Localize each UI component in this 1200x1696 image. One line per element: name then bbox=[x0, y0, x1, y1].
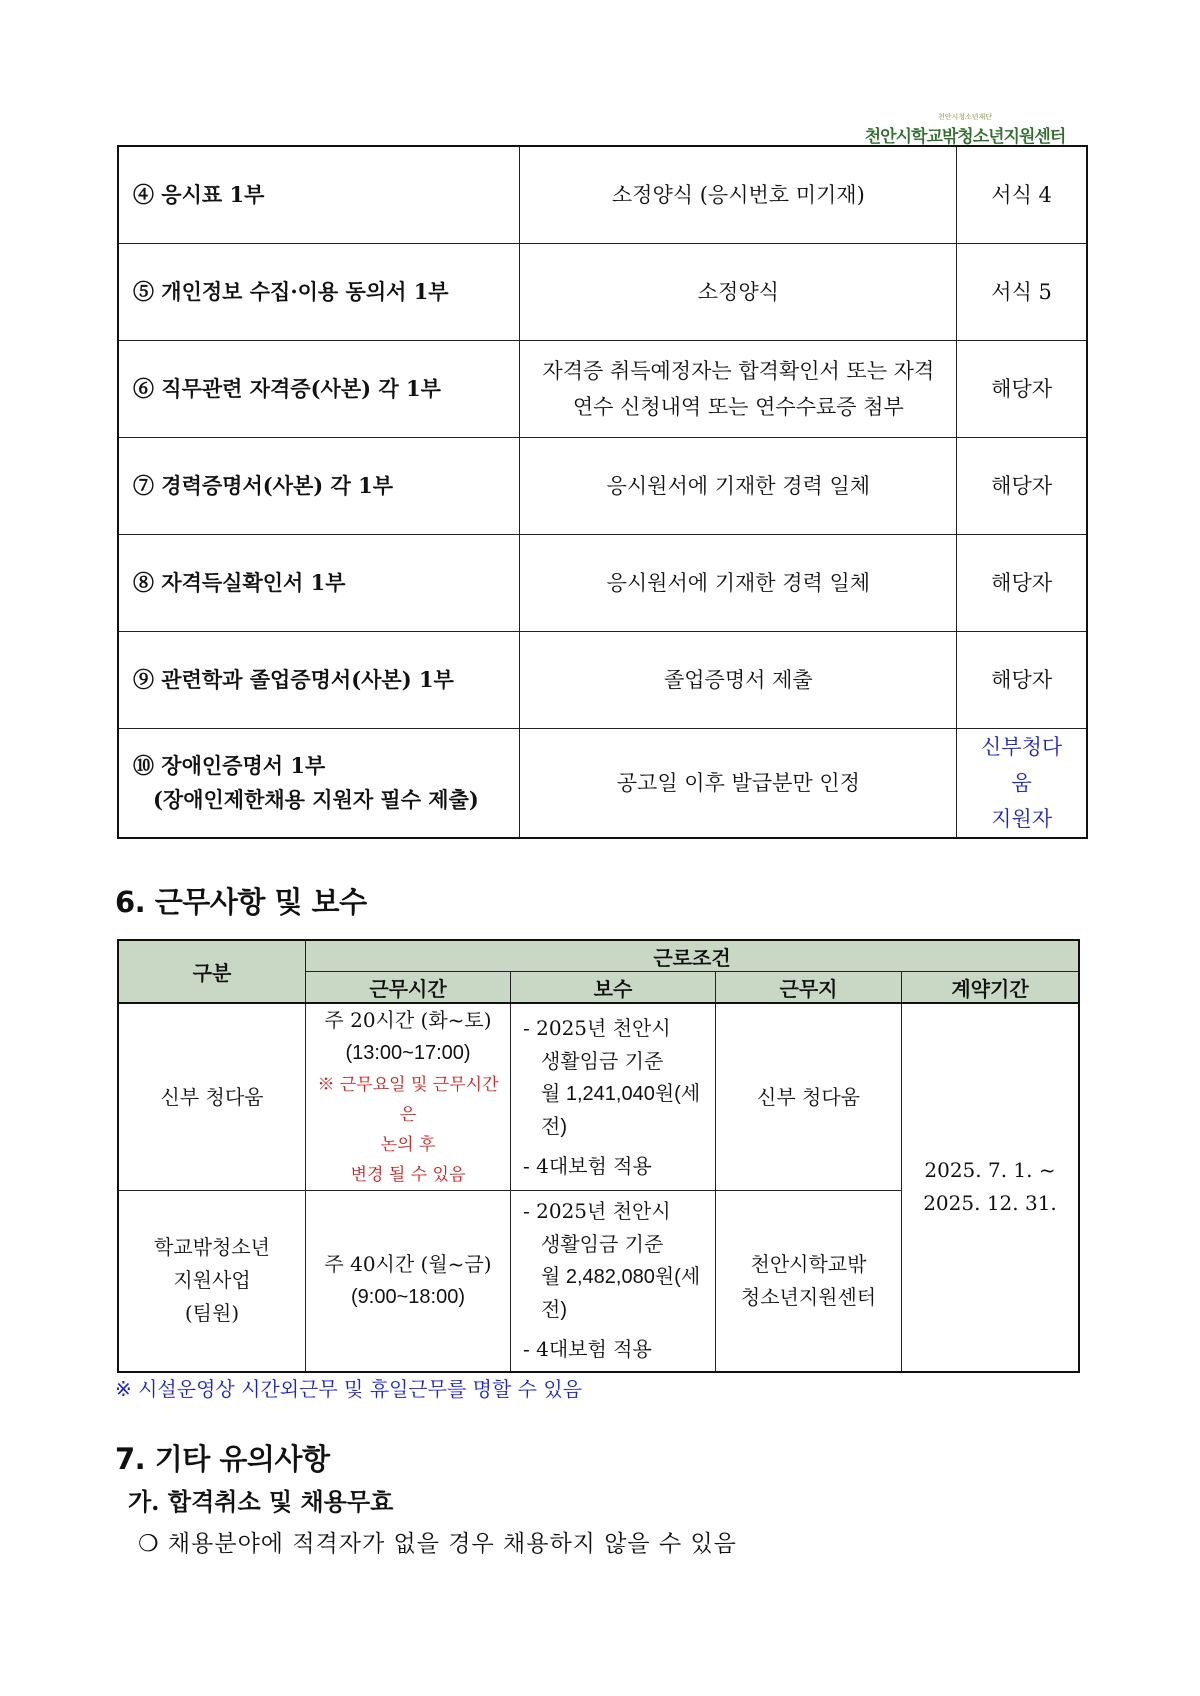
hours-time: (9:00~18:00) bbox=[351, 1285, 465, 1308]
document-note: 해당자 bbox=[957, 535, 1087, 632]
document-name: ⑦ 경력증명서(사본) 각 1부 bbox=[118, 438, 520, 535]
location-cell bbox=[716, 1191, 902, 1372]
document-note: 서식 5 bbox=[957, 244, 1087, 341]
pay-header: 보수 bbox=[511, 972, 716, 1004]
pay-line: - 4대보험 적용 bbox=[523, 1153, 652, 1178]
period-cell bbox=[902, 1003, 1080, 1372]
category-cell: 신부 청다움 bbox=[118, 1003, 306, 1191]
table-row bbox=[118, 438, 1087, 535]
location-header: 근무지 bbox=[716, 972, 902, 1004]
center-logo bbox=[855, 112, 1075, 147]
document-name-cell bbox=[118, 729, 520, 839]
document-description: 응시원서에 기재한 경력 일체 bbox=[520, 438, 957, 535]
document-description: 응시원서에 기재한 경력 일체 bbox=[520, 535, 957, 632]
period-header: 계약기간 bbox=[902, 972, 1080, 1004]
hours-days: 주 20시간 (화~토) bbox=[324, 1008, 492, 1032]
document-description: 소정양식 bbox=[520, 244, 957, 341]
table-row bbox=[118, 1003, 1079, 1191]
document-name: ⑤ 개인정보 수집·이용 동의서 1부 bbox=[118, 244, 520, 341]
header-row bbox=[118, 940, 1079, 972]
category-line: 지원사업 bbox=[173, 1268, 251, 1293]
table-row bbox=[118, 729, 1087, 839]
category-header: 구분 bbox=[118, 940, 306, 1003]
document-note: 신부청다움 bbox=[981, 735, 1063, 795]
document-note-cell bbox=[957, 729, 1087, 839]
hours-header: 근무시간 bbox=[306, 972, 511, 1004]
section-7-title: 7. 기타 유의사항 bbox=[115, 1442, 330, 1476]
document-description: 졸업증명서 제출 bbox=[520, 632, 957, 729]
hours-days: 주 40시간 (월~금) bbox=[324, 1251, 492, 1276]
pay-cell bbox=[511, 1003, 716, 1191]
required-documents-table bbox=[117, 145, 1088, 839]
hours-cell bbox=[306, 1191, 511, 1372]
document-note-applicant: 지원자 bbox=[991, 807, 1053, 831]
period-start: 2025. 7. 1. ~ bbox=[924, 1158, 1056, 1183]
table-row bbox=[118, 632, 1087, 729]
document-note: 서식 4 bbox=[957, 146, 1087, 244]
document-description: 소정양식 (응시번호 미기재) bbox=[520, 146, 957, 244]
pay-line: - 2025년 천안시 bbox=[523, 1199, 671, 1224]
category-line: 학교밖청소년 bbox=[154, 1235, 270, 1260]
overtime-note: ※ 시설운영상 시간외근무 및 휴일근무를 명할 수 있음 bbox=[115, 1377, 582, 1401]
pay-line: 생활임금 기준 bbox=[541, 1048, 664, 1073]
hours-time: (13:00~17:00) bbox=[345, 1042, 471, 1064]
table-row bbox=[118, 244, 1087, 341]
pay-cell bbox=[511, 1191, 716, 1372]
document-name: ⑨ 관련학과 졸업증명서(사본) 1부 bbox=[118, 632, 520, 729]
logo-foundation-text: 천안시청소년재단 bbox=[937, 113, 993, 121]
pay-amount: 월 2,482,080원(세전) bbox=[541, 1266, 701, 1322]
document-name: ④ 응시표 1부 bbox=[118, 146, 520, 244]
table-row bbox=[118, 146, 1087, 244]
document-description: 공고일 이후 발급분만 인정 bbox=[520, 729, 957, 839]
document-name: ⑧ 자격득실확인서 1부 bbox=[118, 535, 520, 632]
document-note: 해당자 bbox=[957, 341, 1087, 438]
logo-center-name: 천안시학교밖청소년지원센터 bbox=[864, 127, 1066, 147]
work-conditions-table bbox=[117, 939, 1080, 1373]
conditions-header: 근로조건 bbox=[306, 940, 1080, 972]
pay-line: 생활임금 기준 bbox=[541, 1232, 664, 1257]
location-line: 천안시학교밖 bbox=[750, 1251, 867, 1276]
document-note: 해당자 bbox=[957, 632, 1087, 729]
table-row bbox=[118, 535, 1087, 632]
pay-amount: 월 1,241,040원(세전) bbox=[541, 1082, 701, 1138]
document-name-condition: (장애인제한채용 지원자 필수 제출) bbox=[153, 787, 479, 812]
category-cell bbox=[118, 1191, 306, 1372]
hours-cell bbox=[306, 1003, 511, 1191]
hours-note: 논의 후 bbox=[380, 1135, 436, 1155]
section-7-bullet: ❍ 채용분야에 적격자가 없을 경우 채용하지 않을 수 있음 bbox=[138, 1531, 737, 1557]
period-end: 2025. 12. 31. bbox=[923, 1191, 1057, 1216]
pay-line: - 4대보험 적용 bbox=[523, 1337, 652, 1362]
pay-line: - 2025년 천안시 bbox=[523, 1015, 671, 1040]
document-note: 해당자 bbox=[957, 438, 1087, 535]
location-line: 청소년지원센터 bbox=[740, 1284, 877, 1309]
document-description: 자격증 취득예정자는 합격확인서 또는 자격연수 신청내역 또는 연수수료증 첨부 bbox=[520, 341, 957, 438]
table-row bbox=[118, 341, 1087, 438]
hours-note: ※ 근무요일 및 근무시간은 bbox=[317, 1075, 499, 1125]
section-6-title: 6. 근무사항 및 보수 bbox=[115, 885, 367, 919]
document-name: ⑩ 장애인증명서 1부 bbox=[133, 753, 326, 778]
document-name: ⑥ 직무관련 자격증(사본) 각 1부 bbox=[118, 341, 520, 438]
section-7-subheading: 가. 합격취소 및 채용무효 bbox=[128, 1487, 394, 1516]
hours-note: 변경 될 수 있음 bbox=[350, 1165, 466, 1185]
location-cell: 신부 청다움 bbox=[716, 1003, 902, 1191]
category-line: (팀원) bbox=[184, 1301, 240, 1326]
